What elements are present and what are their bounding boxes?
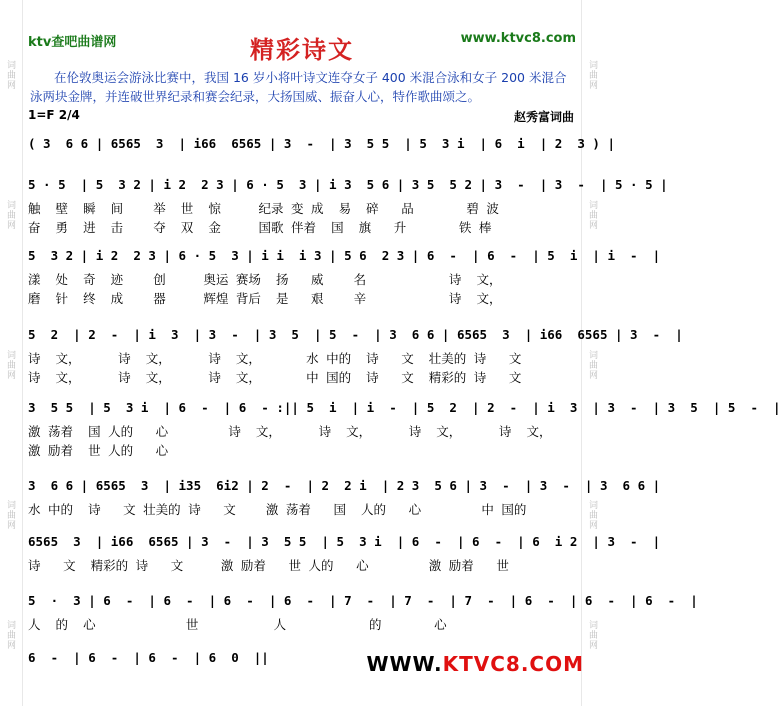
footer-logo-part: .COM bbox=[520, 652, 584, 676]
notation-line: 5 3 2 | i 2 2 3 | 6 · 5 3 | i i i 3 | 5 6 2 3 | 6 - | 6 - | 5 i | i - | bbox=[28, 248, 661, 263]
lyric-line: 人 的 心 世 人 的 心 bbox=[28, 617, 447, 632]
side-watermark-text: 词曲网 bbox=[5, 200, 15, 230]
side-watermark-text: 词曲网 bbox=[587, 350, 597, 380]
notation-line: 6 - | 6 - | 6 - | 6 0 || bbox=[28, 650, 269, 665]
lyric-line: 诗 文 精彩的 诗 文 激 励着 世 人的 心 激 励着 世 bbox=[28, 558, 509, 573]
lyric-line: 磨 针 终 成 器 辉煌 背后 是 艰 辛 诗 文， bbox=[28, 291, 502, 306]
notation-line: 6565 3 | i66 6565 | 3 - | 3 5 5 | 5 3 i | 6 - | 6 - | 6 i 2 | 3 - | bbox=[28, 534, 661, 549]
notation-line: 5 2 | 2 - | i 3 | 3 - | 3 5 | 5 - | 3 6 6 | 6565 3 | i66 6565 | 3 - | bbox=[28, 327, 683, 342]
side-watermark-text: 词曲网 bbox=[587, 200, 597, 230]
side-watermark-text: 词曲网 bbox=[5, 350, 15, 380]
song-introduction: 在伦敦奥运会游泳比赛中，我国 16 岁小将叶诗文连夺女子 400 米混合泳和女子 200 米混合泳两块金牌，并连破世界纪录和赛会纪录，大扬国威、振奋人心，特作歌曲颂之。 bbox=[30, 70, 567, 104]
lyric-line: 诗 文， 诗 文， 诗 文， 中 国的 诗 文 精彩的 诗 文 bbox=[28, 370, 522, 385]
side-watermark-text: 词曲网 bbox=[587, 60, 597, 90]
site-brand-left: ktv查吧曲谱网 bbox=[28, 35, 117, 50]
lyric-line: 奋 勇 进 击 夺 双 金 国歌 伴着 国 旗 升 铁 棒 bbox=[28, 220, 492, 235]
footer-site-logo bbox=[366, 652, 584, 676]
notation-line: 5 · 3 | 6 - | 6 - | 6 - | 6 - | 7 - | 7 - | 7 - | 6 - | 6 - | 6 - | bbox=[28, 593, 698, 608]
song-title: 精彩诗文 bbox=[250, 35, 354, 64]
left-watermark-strip bbox=[0, 0, 23, 706]
side-watermark-text: 词曲网 bbox=[5, 500, 15, 530]
key-signature: 1=F 2/4 bbox=[28, 108, 80, 122]
footer-logo-part: WWW. bbox=[366, 652, 443, 676]
side-watermark-text: 词曲网 bbox=[587, 500, 597, 530]
notation-line: 3 6 6 | 6565 3 | i35 6i2 | 2 - | 2 2 i | 2 3 5 6 | 3 - | 3 - | 3 6 6 | bbox=[28, 478, 661, 493]
notation-line: 3 5 5 | 5 3 i | 6 - | 6 - :|| 5 i | i - | 5 2 | 2 - | i 3 | 3 - | 3 5 | 5 - | bbox=[28, 400, 781, 415]
lyric-line: 漾 处 奇 迹 创 奥运 赛场 扬 威 名 诗 文， bbox=[28, 272, 502, 287]
composer-credit: 赵秀富词曲 bbox=[513, 110, 574, 124]
notation-line: 5 · 5 | 5 3 2 | i 2 2 3 | 6 · 5 3 | i 3 5 6 | 3 5 5 2 | 3 - | 3 - | 5 · 5 | bbox=[28, 177, 668, 192]
footer-logo-part: KTVC8 bbox=[442, 652, 521, 676]
notation-line: ( 3 6 6 | 6565 3 | i66 6565 | 3 - | 3 5 5 | 5 3 i | 6 i | 2 3 ) | bbox=[28, 136, 615, 151]
lyric-line: 水 中的 诗 文 壮美的 诗 文 激 荡着 国 人的 心 中 国的 bbox=[28, 502, 527, 517]
side-watermark-text: 词曲网 bbox=[5, 620, 15, 650]
lyric-line: 诗 文， 诗 文， 诗 文， 水 中的 诗 文 壮美的 诗 文 bbox=[28, 351, 522, 366]
lyric-line: 激 荡着 国 人的 心 诗 文， 诗 文， 诗 文， 诗 文， bbox=[28, 424, 552, 439]
lyric-line: 激 励着 世 人的 心 bbox=[28, 443, 169, 458]
lyric-line: 触 壁 瞬 间 举 世 惊 纪录 变 成 易 碎 品 碧 波 bbox=[28, 201, 499, 216]
site-brand-right: www.ktvc8.com bbox=[460, 31, 576, 46]
side-watermark-text: 词曲网 bbox=[587, 620, 597, 650]
side-watermark-text: 词曲网 bbox=[5, 60, 15, 90]
